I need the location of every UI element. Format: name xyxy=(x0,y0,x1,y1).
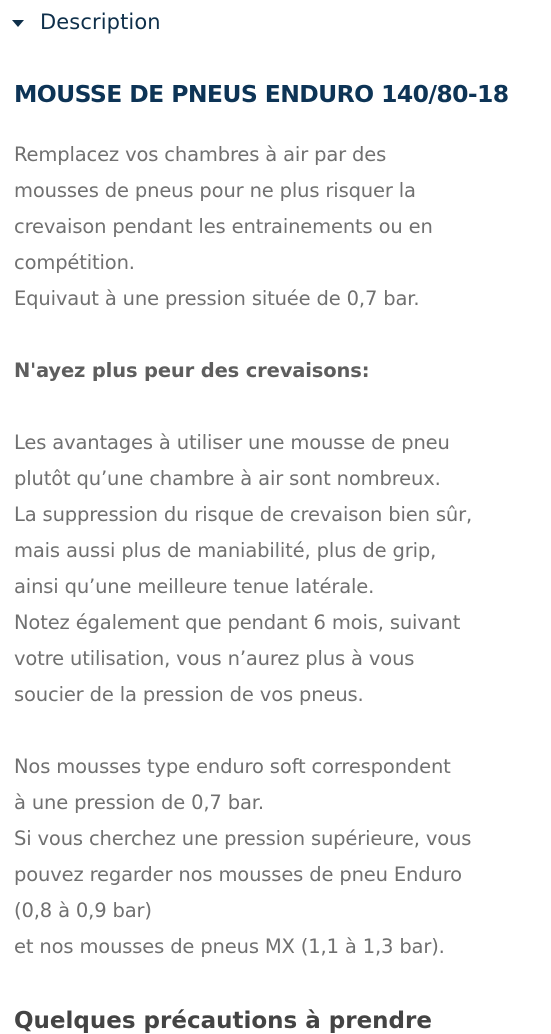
text-line: (0,8 à 0,9 bar) xyxy=(14,899,152,922)
description-accordion-toggle[interactable] xyxy=(12,10,161,34)
text-line: compétition. xyxy=(14,251,135,274)
section-heading: N'ayez plus peur des crevaisons: xyxy=(14,359,370,382)
text-line: ainsi qu’une meilleure tenue latérale. xyxy=(14,575,375,598)
intro-paragraph xyxy=(14,137,542,317)
cut-off-heading: Quelques précautions à prendre xyxy=(14,1008,432,1034)
text-line: Les avantages à utiliser une mousse de pneu xyxy=(14,431,450,454)
text-line: soucier de la pression de vos pneus. xyxy=(14,683,364,706)
text-line: pouvez regarder nos mousses de pneu Enduro xyxy=(14,863,462,886)
text-line: La suppression du risque de crevaison bien sûr, xyxy=(14,503,473,526)
text-line: mousses de pneus pour ne plus risquer la xyxy=(14,179,416,202)
product-title: MOUSSE DE PNEUS ENDURO 140/80-18 xyxy=(14,80,509,108)
text-line: Si vous cherchez une pression supérieure, vous xyxy=(14,827,472,850)
text-line: Equivaut à une pression située de 0,7 bar. xyxy=(14,287,420,310)
text-line: et nos mousses de pneus MX (1,1 à 1,3 bar). xyxy=(14,935,445,958)
text-line: crevaison pendant les entrainements ou en xyxy=(14,215,433,238)
text-line: plutôt qu’une chambre à air sont nombreux. xyxy=(14,467,441,490)
text-line: Notez également que pendant 6 mois, suivant xyxy=(14,611,461,634)
text-line: Remplacez vos chambres à air par des xyxy=(14,143,387,166)
accordion-label: Description xyxy=(40,10,161,34)
advantages-paragraph xyxy=(14,425,542,713)
description-content xyxy=(14,80,542,965)
models-paragraph xyxy=(14,749,542,965)
spacer xyxy=(14,317,542,353)
text-line: mais aussi plus de maniabilité, plus de grip, xyxy=(14,539,437,562)
caret-down-icon xyxy=(12,20,24,27)
spacer xyxy=(14,389,542,425)
text-line: à une pression de 0,7 bar. xyxy=(14,791,264,814)
spacer xyxy=(14,713,542,749)
text-line: votre utilisation, vous n’aurez plus à vous xyxy=(14,647,415,670)
text-line: Nos mousses type enduro soft correspondent xyxy=(14,755,451,778)
